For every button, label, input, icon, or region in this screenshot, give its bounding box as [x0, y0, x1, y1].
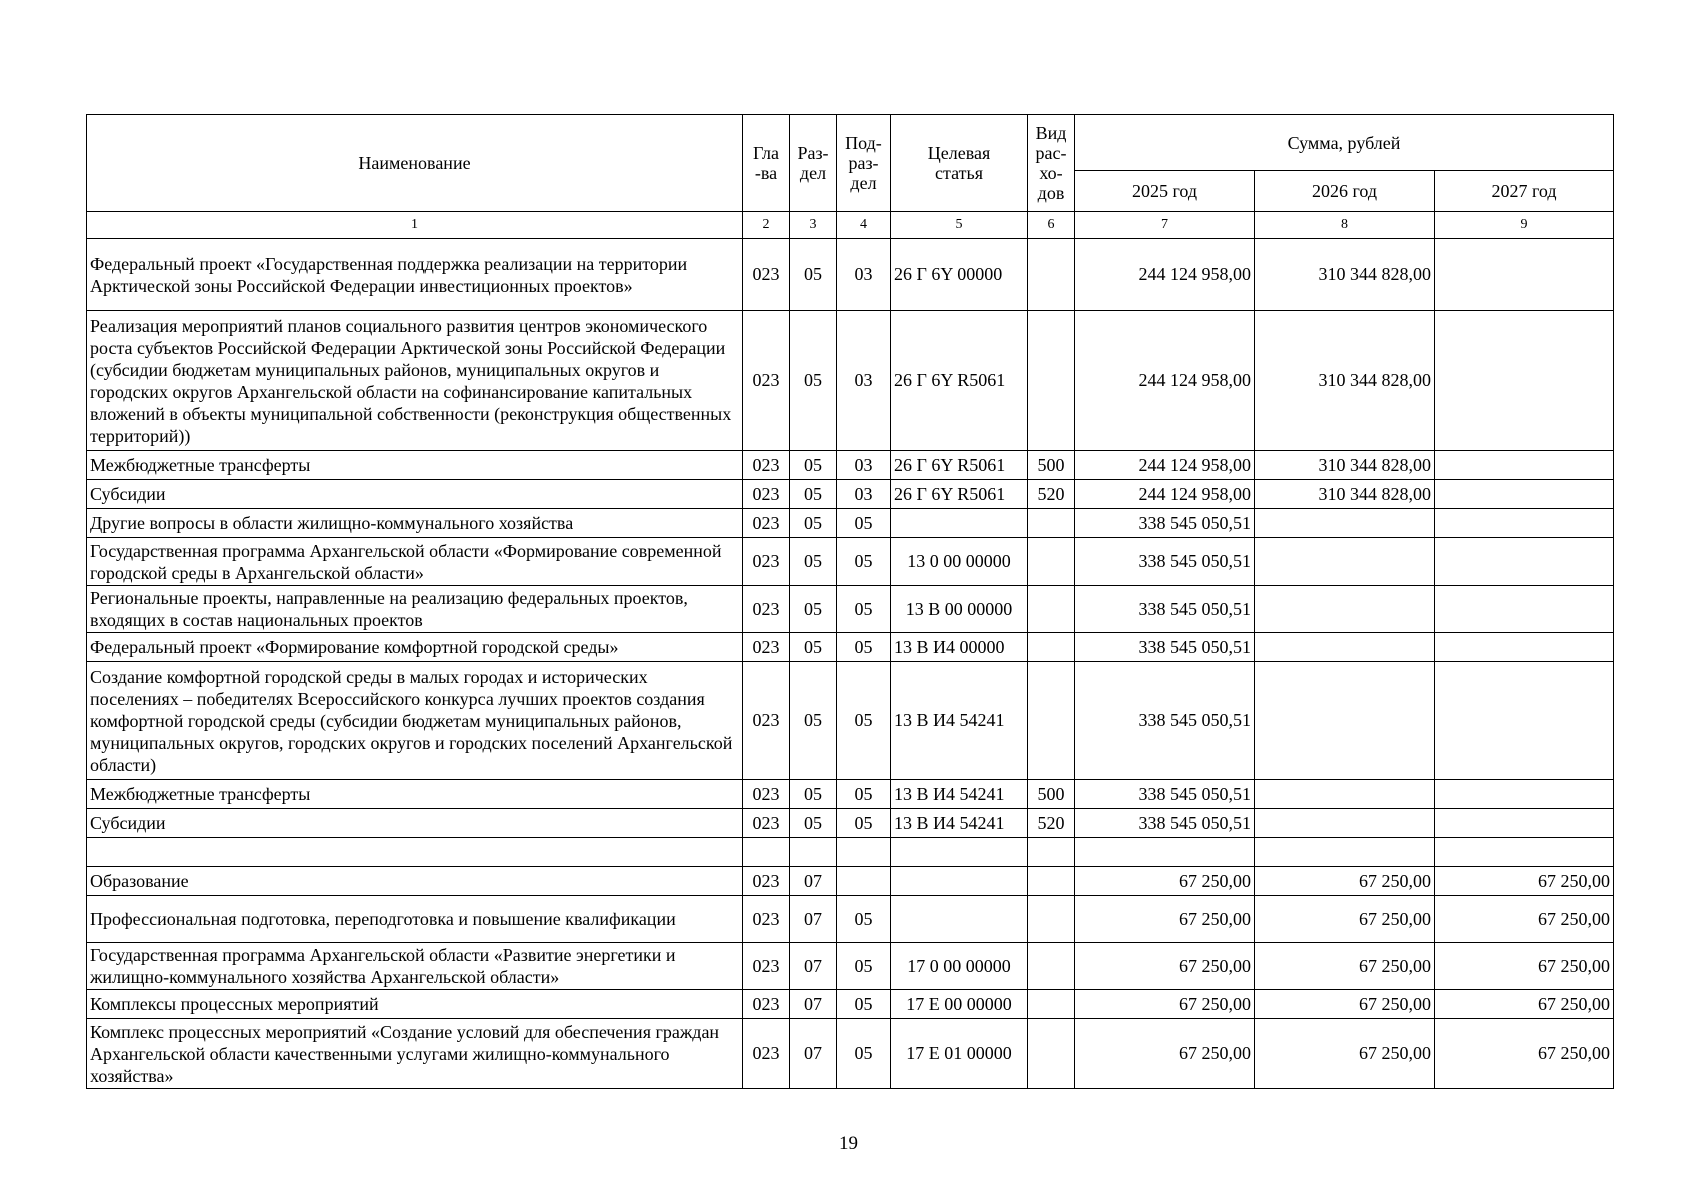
row-section: 07	[790, 896, 837, 943]
row-amount-2025: 244 124 958,00	[1075, 480, 1255, 509]
row-amount-2025: 338 545 050,51	[1075, 662, 1255, 780]
column-number: 4	[837, 212, 891, 239]
row-name: Комплексы процессных мероприятий	[87, 990, 743, 1019]
row-amount-2026	[1255, 538, 1435, 586]
row-section: 05	[790, 538, 837, 586]
row-section: 07	[790, 867, 837, 896]
column-number: 5	[891, 212, 1028, 239]
page-number: 19	[839, 1133, 858, 1154]
row-amount-2026	[1255, 809, 1435, 838]
row-amount-2026: 310 344 828,00	[1255, 311, 1435, 451]
row-subsection: 05	[837, 509, 891, 538]
row-name: Федеральный проект «Формирование комфортной городской среды»	[87, 633, 743, 662]
row-section: 05	[790, 780, 837, 809]
row-amount-2026	[1255, 633, 1435, 662]
row-target-article: 17 Е 00 00000	[891, 990, 1028, 1019]
row-section: 05	[790, 311, 837, 451]
row-chapter: 023	[743, 538, 790, 586]
row-expense-type	[1028, 838, 1075, 867]
row-name: Государственная программа Архангельской области «Развитие энергетики и жилищно-коммунального хозяйства Архангельской области»	[87, 943, 743, 990]
row-chapter: 023	[743, 451, 790, 480]
row-amount-2026: 67 250,00	[1255, 867, 1435, 896]
row-amount-2027	[1435, 838, 1614, 867]
row-subsection: 03	[837, 239, 891, 311]
row-expense-type: 500	[1028, 780, 1075, 809]
row-name: Государственная программа Архангельской области «Формирование современной городской среды в Архангельской области»	[87, 538, 743, 586]
row-amount-2025: 338 545 050,51	[1075, 586, 1255, 633]
table-row	[87, 943, 1614, 990]
table-row	[87, 780, 1614, 809]
row-target-article: 26 Г 6Y R5061	[891, 480, 1028, 509]
row-amount-2025: 67 250,00	[1075, 943, 1255, 990]
row-amount-2025: 244 124 958,00	[1075, 451, 1255, 480]
row-subsection: 05	[837, 1019, 891, 1089]
row-amount-2025: 67 250,00	[1075, 896, 1255, 943]
row-expense-type	[1028, 239, 1075, 311]
row-amount-2025: 338 545 050,51	[1075, 809, 1255, 838]
row-amount-2025: 244 124 958,00	[1075, 311, 1255, 451]
row-expense-type	[1028, 662, 1075, 780]
column-number: 7	[1075, 212, 1255, 239]
row-section: 05	[790, 586, 837, 633]
column-number: 1	[87, 212, 743, 239]
header-target-article-text: Целевая статья	[927, 143, 991, 183]
row-expense-type	[1028, 586, 1075, 633]
header-year-2027: 2027 год	[1435, 171, 1614, 212]
row-amount-2026	[1255, 838, 1435, 867]
column-number: 2	[743, 212, 790, 239]
row-subsection: 05	[837, 662, 891, 780]
header-section	[790, 115, 837, 212]
header-target-article	[891, 115, 1028, 212]
row-subsection: 03	[837, 311, 891, 451]
row-amount-2025: 338 545 050,51	[1075, 509, 1255, 538]
table-row	[87, 633, 1614, 662]
row-name: Комплекс процессных мероприятий «Создание условий для обеспечения граждан Архангельской области качественными услугами жилищно-коммунального хозяйства»	[87, 1019, 743, 1089]
row-amount-2026: 310 344 828,00	[1255, 480, 1435, 509]
row-amount-2025: 338 545 050,51	[1075, 538, 1255, 586]
row-subsection	[837, 838, 891, 867]
row-subsection	[837, 867, 891, 896]
row-chapter: 023	[743, 1019, 790, 1089]
row-amount-2025	[1075, 838, 1255, 867]
row-amount-2027	[1435, 509, 1614, 538]
row-expense-type	[1028, 633, 1075, 662]
row-name: Другие вопросы в области жилищно-коммунального хозяйства	[87, 509, 743, 538]
row-subsection: 05	[837, 943, 891, 990]
row-target-article: 26 Г 6Y 00000	[891, 239, 1028, 311]
row-name: Субсидии	[87, 480, 743, 509]
header-expense-type	[1028, 115, 1075, 212]
row-chapter: 023	[743, 239, 790, 311]
row-expense-type	[1028, 538, 1075, 586]
table-row-empty	[87, 838, 1614, 867]
header-year-2026: 2026 год	[1255, 171, 1435, 212]
row-section: 07	[790, 990, 837, 1019]
row-expense-type	[1028, 943, 1075, 990]
row-section: 05	[790, 239, 837, 311]
row-expense-type	[1028, 311, 1075, 451]
row-section: 05	[790, 662, 837, 780]
row-target-article: 13 В И4 00000	[891, 633, 1028, 662]
column-number-row	[87, 212, 1614, 239]
column-number: 8	[1255, 212, 1435, 239]
row-name: Межбюджетные трансферты	[87, 451, 743, 480]
row-amount-2027	[1435, 662, 1614, 780]
row-chapter: 023	[743, 311, 790, 451]
row-section	[790, 838, 837, 867]
row-expense-type: 520	[1028, 809, 1075, 838]
row-amount-2027: 67 250,00	[1435, 896, 1614, 943]
row-name: Реализация мероприятий планов социального развития центров экономического роста субъектов Российской Федерации Арктической зоны Российской Федерации (субсидии бюджетам муниципальных районов, муниципальных округов и городских округов Архангельской области на софинансирование капитальных вложений в объекты муниципальной собственности (реконструкция общественных территорий))	[87, 311, 743, 451]
row-chapter: 023	[743, 662, 790, 780]
row-section: 05	[790, 509, 837, 538]
row-name: Межбюджетные трансферты	[87, 780, 743, 809]
row-target-article: 17 0 00 00000	[891, 943, 1028, 990]
row-amount-2025: 244 124 958,00	[1075, 239, 1255, 311]
header-section-text: Раз-дел	[797, 143, 829, 183]
row-amount-2025: 67 250,00	[1075, 867, 1255, 896]
row-name: Субсидии	[87, 809, 743, 838]
header-chapter-text: Гла-ва	[752, 143, 780, 183]
row-subsection: 05	[837, 538, 891, 586]
row-amount-2026	[1255, 509, 1435, 538]
header-row-top	[87, 115, 1614, 171]
table-row	[87, 990, 1614, 1019]
row-target-article	[891, 896, 1028, 943]
row-amount-2027	[1435, 780, 1614, 809]
row-target-article	[891, 509, 1028, 538]
row-subsection: 03	[837, 451, 891, 480]
row-amount-2025: 67 250,00	[1075, 990, 1255, 1019]
row-expense-type	[1028, 867, 1075, 896]
row-chapter: 023	[743, 943, 790, 990]
row-amount-2027: 67 250,00	[1435, 1019, 1614, 1089]
column-number: 6	[1028, 212, 1075, 239]
row-expense-type	[1028, 896, 1075, 943]
row-expense-type	[1028, 509, 1075, 538]
table-row	[87, 538, 1614, 586]
header-chapter	[743, 115, 790, 212]
column-number: 9	[1435, 212, 1614, 239]
row-chapter: 023	[743, 480, 790, 509]
row-amount-2025: 67 250,00	[1075, 1019, 1255, 1089]
row-subsection: 05	[837, 780, 891, 809]
row-chapter: 023	[743, 780, 790, 809]
row-amount-2027	[1435, 239, 1614, 311]
header-subsection-text: Под-раз-дел	[845, 133, 882, 193]
row-amount-2026	[1255, 586, 1435, 633]
row-amount-2027: 67 250,00	[1435, 990, 1614, 1019]
row-amount-2025: 338 545 050,51	[1075, 780, 1255, 809]
row-chapter	[743, 838, 790, 867]
row-amount-2027	[1435, 538, 1614, 586]
row-amount-2026: 67 250,00	[1255, 943, 1435, 990]
row-chapter: 023	[743, 633, 790, 662]
row-amount-2027: 67 250,00	[1435, 867, 1614, 896]
row-section: 05	[790, 451, 837, 480]
header-subsection	[837, 115, 891, 212]
table-row	[87, 239, 1614, 311]
row-section: 07	[790, 1019, 837, 1089]
table-row	[87, 1019, 1614, 1089]
row-expense-type	[1028, 1019, 1075, 1089]
table-row	[87, 311, 1614, 451]
table-row	[87, 451, 1614, 480]
table-row	[87, 480, 1614, 509]
row-amount-2026: 67 250,00	[1255, 1019, 1435, 1089]
table-row	[87, 509, 1614, 538]
row-name: Региональные проекты, направленные на реализацию федеральных проектов, входящих в состав национальных проектов	[87, 586, 743, 633]
row-subsection: 05	[837, 586, 891, 633]
header-name: Наименование	[87, 115, 743, 212]
row-section: 05	[790, 809, 837, 838]
row-target-article	[891, 838, 1028, 867]
row-subsection: 05	[837, 633, 891, 662]
column-number: 3	[790, 212, 837, 239]
row-amount-2026	[1255, 780, 1435, 809]
row-amount-2027	[1435, 480, 1614, 509]
row-target-article: 13 В 00 00000	[891, 586, 1028, 633]
row-subsection: 03	[837, 480, 891, 509]
row-amount-2025: 338 545 050,51	[1075, 633, 1255, 662]
row-target-article: 13 0 00 00000	[891, 538, 1028, 586]
row-name: Федеральный проект «Государственная поддержка реализации на территории Арктической зоны Российской Федерации инвестиционных проектов»	[87, 239, 743, 311]
row-amount-2026: 67 250,00	[1255, 990, 1435, 1019]
row-chapter: 023	[743, 809, 790, 838]
budget-table	[86, 114, 1614, 1089]
row-target-article	[891, 867, 1028, 896]
row-amount-2026	[1255, 662, 1435, 780]
row-chapter: 023	[743, 990, 790, 1019]
row-name: Создание комфортной городской среды в малых городах и исторических поселениях – победителях Всероссийского конкурса лучших проектов создания комфортной городской среды (субсидии бюджетам муниципальных районов, муниципальных округов, городских округов и городских поселений Архангельской области)	[87, 662, 743, 780]
row-expense-type: 500	[1028, 451, 1075, 480]
row-name: Образование	[87, 867, 743, 896]
header-sum: Сумма, рублей	[1075, 115, 1614, 171]
table-row	[87, 867, 1614, 896]
row-name	[87, 838, 743, 867]
row-chapter: 023	[743, 867, 790, 896]
row-target-article: 26 Г 6Y R5061	[891, 311, 1028, 451]
row-chapter: 023	[743, 896, 790, 943]
row-target-article: 13 В И4 54241	[891, 780, 1028, 809]
row-target-article: 13 В И4 54241	[891, 809, 1028, 838]
row-target-article: 13 В И4 54241	[891, 662, 1028, 780]
row-target-article: 17 Е 01 00000	[891, 1019, 1028, 1089]
row-subsection: 05	[837, 896, 891, 943]
row-subsection: 05	[837, 809, 891, 838]
table-row	[87, 662, 1614, 780]
row-expense-type: 520	[1028, 480, 1075, 509]
row-section: 05	[790, 633, 837, 662]
row-section: 05	[790, 480, 837, 509]
row-amount-2027	[1435, 311, 1614, 451]
row-section: 07	[790, 943, 837, 990]
row-amount-2026: 310 344 828,00	[1255, 451, 1435, 480]
row-chapter: 023	[743, 509, 790, 538]
table-row	[87, 586, 1614, 633]
row-chapter: 023	[743, 586, 790, 633]
row-amount-2027	[1435, 586, 1614, 633]
row-amount-2027	[1435, 633, 1614, 662]
row-amount-2026: 67 250,00	[1255, 896, 1435, 943]
row-name: Профессиональная подготовка, переподготовка и повышение квалификации	[87, 896, 743, 943]
row-amount-2027	[1435, 809, 1614, 838]
row-target-article: 26 Г 6Y R5061	[891, 451, 1028, 480]
row-amount-2027: 67 250,00	[1435, 943, 1614, 990]
header-expense-type-text: Вид рас-хо-дов	[1035, 123, 1067, 203]
row-amount-2027	[1435, 451, 1614, 480]
table-row	[87, 896, 1614, 943]
table-row	[87, 809, 1614, 838]
header-year-2025: 2025 год	[1075, 171, 1255, 212]
row-subsection: 05	[837, 990, 891, 1019]
row-amount-2026: 310 344 828,00	[1255, 239, 1435, 311]
row-expense-type	[1028, 990, 1075, 1019]
